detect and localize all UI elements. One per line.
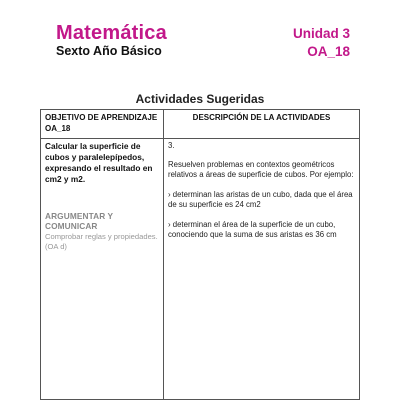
- unit-label: Unidad 3: [292, 26, 350, 41]
- column-header-descripcion: DESCRIPCIÓN DE LA ACTIVIDADES: [164, 110, 360, 139]
- activity-item: › determinan las aristas de un cubo, dada que el área de su superficie es 24 cm2: [168, 189, 353, 209]
- table-row: [41, 139, 360, 400]
- objective-text: Calcular la superficie de cubos y paralelepípedos, expresando el resultado en cm2 y m2.: [45, 141, 153, 184]
- oa-code-label: OA_18: [307, 44, 350, 59]
- column-header-objetivo: OBJETIVO DE APRENDIZAJE OA_18: [41, 110, 164, 139]
- grade-label: Sexto Año Básico: [56, 44, 162, 58]
- objective-cell: [41, 139, 164, 400]
- section-title: Actividades Sugeridas: [135, 92, 265, 106]
- skill-detail: Comprobar reglas y propiedades. (OA d): [45, 232, 158, 251]
- subject-title: Matemática: [56, 22, 167, 44]
- skill-title: ARGUMENTAR Y COMUNICAR: [45, 211, 114, 231]
- activity-number: 3.: [168, 141, 175, 150]
- description-cell: [164, 139, 360, 400]
- table-header-row: [41, 110, 360, 139]
- activities-table: [40, 109, 360, 400]
- activity-intro: Resuelven problemas en contextos geométricos relativos a áreas de superficie de cubos. Por ejemplo:: [168, 159, 354, 179]
- activity-item: › determinan el área de la superficie de un cubo, conociendo que la suma de sus aristas es 36 cm: [168, 219, 337, 239]
